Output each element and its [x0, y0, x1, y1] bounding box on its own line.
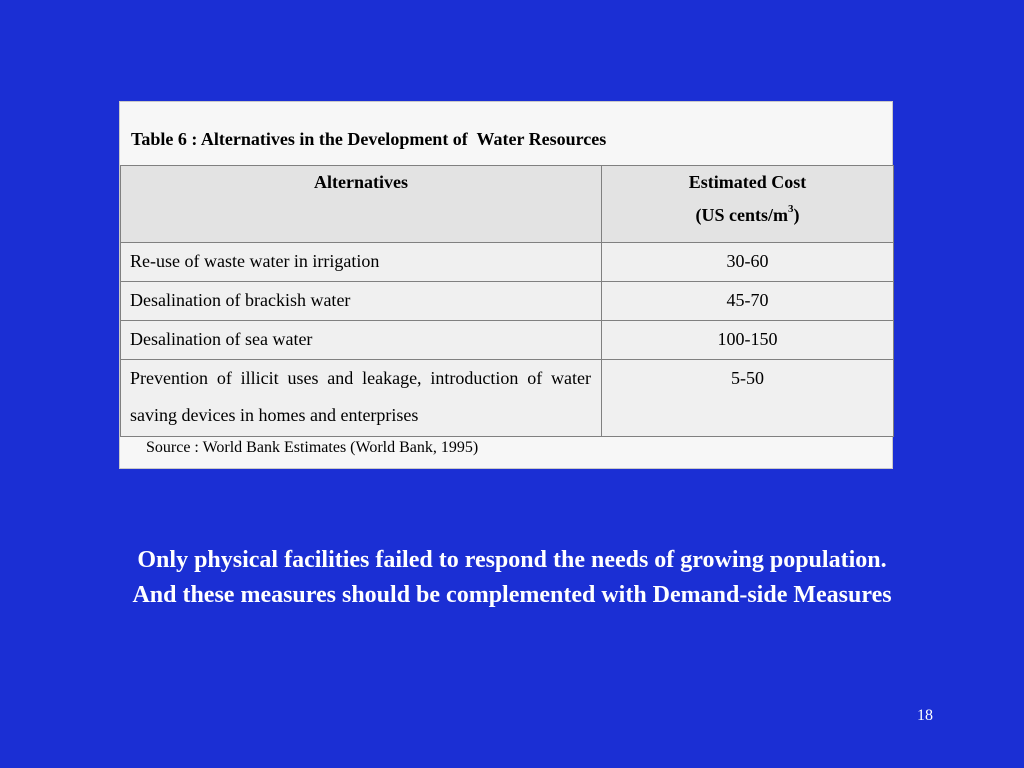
page-number: 18 [917, 707, 933, 724]
table-panel [119, 101, 893, 469]
table-row [121, 243, 894, 282]
header-estimated-cost [602, 166, 894, 243]
alternative-cell: Prevention of illicit uses and leakage, introduction of water saving devices in homes and enterprises [121, 360, 602, 437]
table-row [121, 282, 894, 321]
header-cost-line2: (US cents/$m^3$) [695, 203, 800, 225]
table-row [121, 321, 894, 360]
alternative-cell: Desalination of sea water [121, 321, 602, 360]
cost-cell: 5-50 [602, 360, 894, 437]
source-note: Source : World Bank Estimates (World Bank, 1995) [146, 439, 479, 456]
cost-cell: 45-70 [602, 282, 894, 321]
table-header-row [121, 166, 894, 243]
caption-line-2: And these measures should be complemented with Demand-side Measures [132, 582, 892, 608]
header-alternatives: Alternatives [121, 166, 602, 243]
table-row [121, 360, 894, 437]
alternatives-table [120, 165, 894, 437]
caption-line-1: Only physical facilities failed to respond the needs of growing population. [137, 547, 887, 573]
alternative-cell: Re-use of waste water in irrigation [121, 243, 602, 282]
cost-cell: 100-150 [602, 321, 894, 360]
alternative-cell: Desalination of brackish water [121, 282, 602, 321]
slide-caption [0, 543, 1024, 613]
header-cost-line1: Estimated Cost [688, 172, 807, 192]
table-title: Table 6 : Alternatives in the Development of Water Resources [131, 129, 607, 149]
cost-cell: 30-60 [602, 243, 894, 282]
